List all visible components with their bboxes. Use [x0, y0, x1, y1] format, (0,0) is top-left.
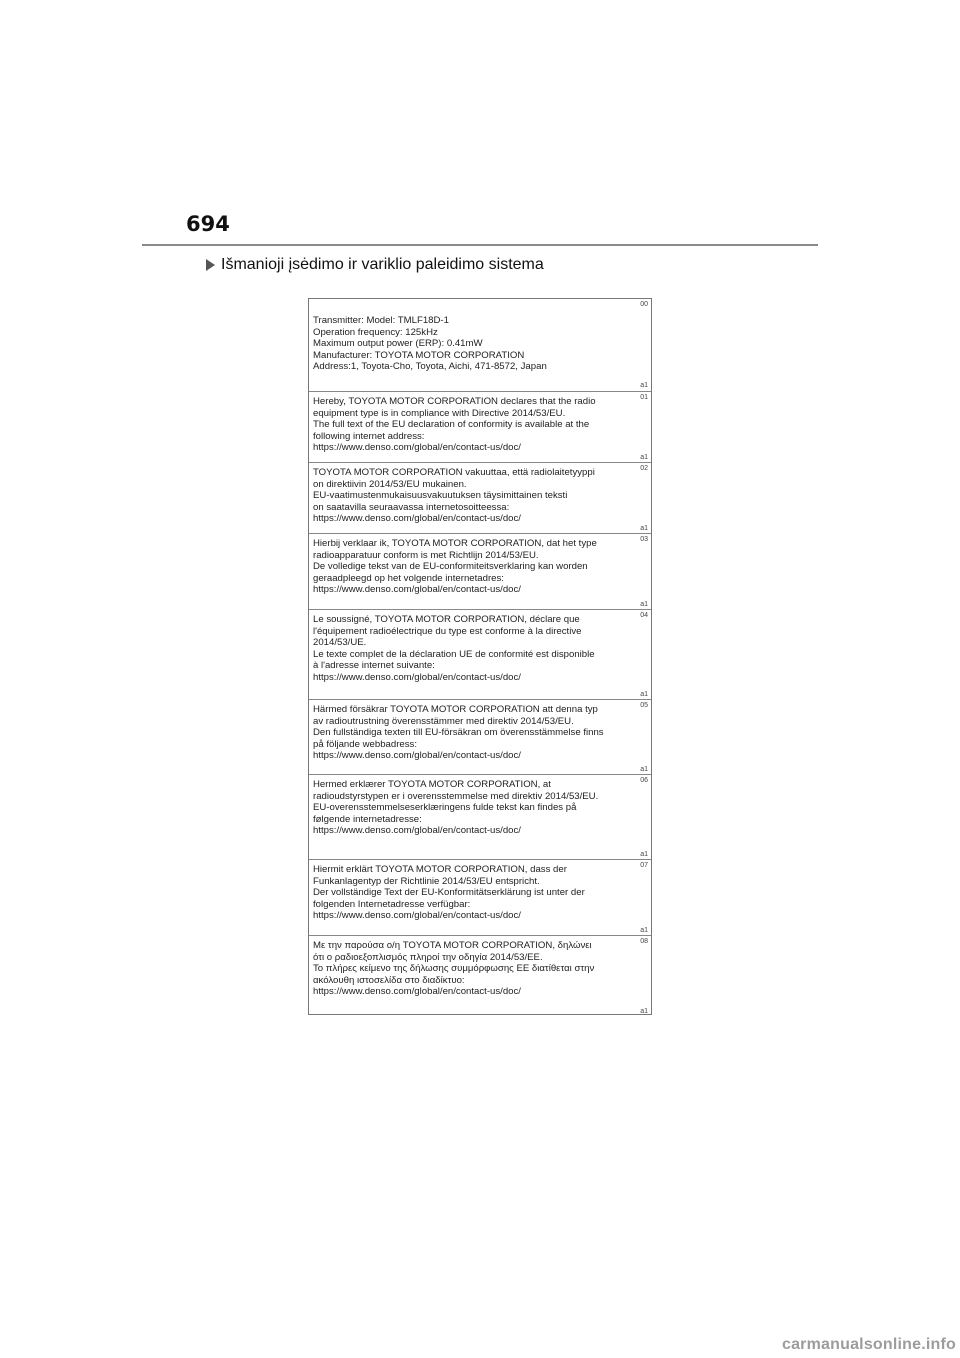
section-title-text: Išmanioji įsėdimo ir variklio paleidimo sistema [221, 256, 544, 273]
block-text-line: Le soussigné, TOYOTA MOTOR CORPORATION, déclare que [313, 614, 580, 625]
block-text-line: geraadpleegd op het volgende internetadres: [313, 572, 504, 584]
header-rule [142, 244, 818, 246]
page-number: 694 [186, 212, 230, 236]
block-code-bottom: a1 [640, 851, 648, 858]
block-text-line: De volledige tekst van de EU-conformiteitsverklaring kan worden [313, 561, 588, 573]
block-code-top: 08 [640, 938, 648, 945]
declaration-block [309, 859, 651, 936]
block-text-line: radioudstyrstypen er i overensstemmelse med direktiv 2014/53/EU. [313, 790, 599, 802]
block-text-line: Το πλήρες κείμενο της δήλωσης συμμόρφωσης ΕΕ διατίθεται στην [313, 963, 595, 975]
block-text-line: The full text of the EU declaration of conformity is available at the [313, 419, 590, 431]
block-code-bottom: a1 [640, 1008, 648, 1015]
block-text-line: Hermed erklærer TOYOTA MOTOR CORPORATION, at [313, 779, 551, 790]
block-text-line: https://www.denso.com/global/en/contact-us/doc/ [313, 910, 521, 922]
block-code-bottom: a1 [640, 691, 648, 698]
block-text-line: equipment type is in compliance with Directive 2014/53/EU. [313, 407, 566, 419]
block-text [313, 614, 629, 684]
block-code-top: 02 [640, 465, 648, 472]
block-text-line: radioapparatuur conform is met Richtlijn 2014/53/EU. [313, 549, 539, 561]
block-code-top: 07 [640, 862, 648, 869]
block-text [313, 864, 629, 922]
block-text-line: EU-vaatimustenmukaisuusvakuutuksen täysimittainen teksti [313, 490, 568, 502]
declaration-block [309, 935, 651, 1017]
block-text [313, 940, 629, 998]
block-text [313, 704, 629, 762]
block-text-line: Hereby, TOYOTA MOTOR CORPORATION declares that the radio [313, 396, 596, 407]
section-title [206, 256, 544, 274]
block-text-line: av radioutrustning överensstämmer med direktiv 2014/53/EU. [313, 715, 574, 727]
block-text-line: following internet address: [313, 430, 425, 442]
block-code-top: 00 [640, 301, 648, 308]
block-text-line: https://www.denso.com/global/en/contact-us/doc/ [313, 825, 521, 837]
block-text-line: Den fullständiga texten till EU-försäkran om överensstämmelse finns [313, 727, 604, 739]
watermark: carmanualsonline.info [781, 1336, 956, 1353]
block-code-bottom: a1 [640, 454, 648, 461]
block-code-bottom: a1 [640, 766, 648, 773]
block-text [313, 467, 629, 525]
triangle-bullet-icon [206, 259, 215, 271]
block-text-line: Operation frequency: 125kHz [313, 326, 438, 338]
block-text-line: Hiermit erklärt TOYOTA MOTOR CORPORATION, dass der [313, 864, 567, 875]
block-text-line: Transmitter: Model: TMLF18D-1 [313, 315, 449, 326]
block-text-line: Hierbij verklaar ik, TOYOTA MOTOR CORPORATION, dat het type [313, 538, 597, 549]
block-text-line: TOYOTA MOTOR CORPORATION vakuuttaa, että radiolaitetyyppi [313, 467, 595, 478]
block-text [313, 315, 629, 373]
block-text-line: https://www.denso.com/global/en/contact-us/doc/ [313, 442, 521, 454]
declaration-block [309, 609, 651, 700]
block-code-top: 03 [640, 536, 648, 543]
block-code-top: 04 [640, 612, 648, 619]
block-text-line: Maximum output power (ERP): 0.41mW [313, 338, 483, 350]
declaration-block [309, 699, 651, 775]
block-code-bottom: a1 [640, 927, 648, 934]
declaration-block [309, 299, 651, 391]
block-text-line: på följande webbadress: [313, 738, 418, 750]
block-text-line: https://www.denso.com/global/en/contact-us/doc/ [313, 986, 521, 998]
block-text-line: on direktiivin 2014/53/EU mukainen. [313, 478, 467, 490]
block-text-line: ότι ο ραδιοεξοπλισμός πληροί την οδηγία 2014/53/ΕΕ. [313, 951, 543, 963]
block-text [313, 538, 629, 596]
block-text-line: l'équipement radioélectrique du type est conforme à la directive [313, 625, 582, 637]
block-text-line: folgenden Internetadresse verfügbar: [313, 898, 471, 910]
block-text-line: Manufacturer: TOYOTA MOTOR CORPORATION [313, 349, 525, 361]
block-code-bottom: a1 [640, 525, 648, 532]
block-code-top: 06 [640, 777, 648, 784]
block-text-line: https://www.denso.com/global/en/contact-us/doc/ [313, 513, 521, 525]
declaration-block [309, 533, 651, 610]
block-text-line: 2014/53/UE. [313, 637, 367, 649]
declaration-block [309, 391, 651, 463]
block-text-line: Address:1, Toyota-Cho, Toyota, Aichi, 471-8572, Japan [313, 361, 547, 373]
block-code-bottom: a1 [640, 601, 648, 608]
block-text-line: følgende internetadresse: [313, 813, 422, 825]
block-text-line: ακόλουθη ιστοσελίδα στο διαδίκτυο: [313, 974, 465, 986]
declaration-label [308, 298, 652, 1015]
block-text-line: https://www.denso.com/global/en/contact-us/doc/ [313, 750, 521, 762]
block-text-line: Με την παρούσα ο/η TOYOTA MOTOR CORPORATION, δηλώνει [313, 940, 592, 951]
block-text-line: Funkanlagentyp der Richtlinie 2014/53/EU entspricht. [313, 875, 540, 887]
block-text-line: à l'adresse internet suivante: [313, 660, 435, 672]
block-text-line: EU-overensstemmelseserklæringens fulde tekst kan findes på [313, 802, 577, 814]
block-text-line: https://www.denso.com/global/en/contact-us/doc/ [313, 671, 521, 683]
block-text-line: Le texte complet de la déclaration UE de conformité est disponible [313, 648, 595, 660]
block-code-top: 01 [640, 394, 648, 401]
block-text-line: Der vollständige Text der EU-Konformitätserklärung ist unter der [313, 887, 585, 899]
block-text [313, 396, 629, 454]
declaration-block [309, 462, 651, 534]
block-code-bottom: a1 [640, 382, 648, 389]
declaration-block [309, 774, 651, 860]
block-text [313, 779, 629, 837]
block-text-line: https://www.denso.com/global/en/contact-us/doc/ [313, 584, 521, 596]
block-text-line: Härmed försäkrar TOYOTA MOTOR CORPORATION att denna typ [313, 704, 598, 715]
block-text-line: on saatavilla seuraavassa internetosoitteessa: [313, 501, 510, 513]
block-code-top: 05 [640, 702, 648, 709]
